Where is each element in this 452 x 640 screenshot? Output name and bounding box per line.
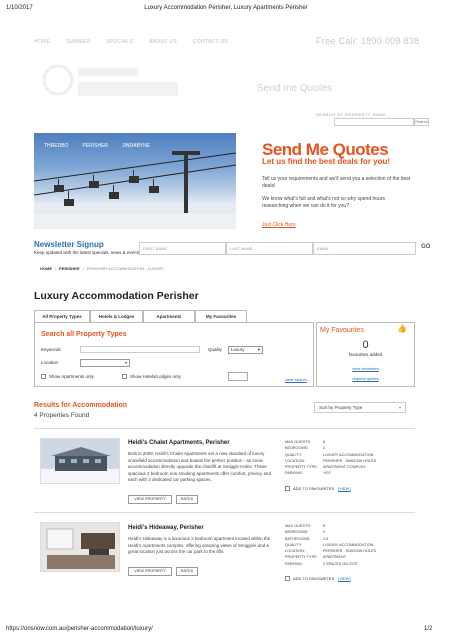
favourite-checkbox[interactable]: [285, 486, 290, 491]
breadcrumb-separator: /: [55, 266, 57, 271]
tab-all-property-types[interactable]: All Property Types: [34, 310, 90, 323]
favourites-added-label: favourites added: [348, 352, 383, 357]
spec-value: LUXURY ACCOMMODATION: [323, 452, 374, 457]
search-extra-field[interactable]: [228, 372, 248, 381]
breadcrumb-current: PERISHER ACCOMMODATION - LUXURY: [86, 266, 164, 271]
newsletter-last-name-field[interactable]: LAST NAME: [226, 242, 313, 255]
spec-value: LUXURY ACCOMMODATION: [323, 542, 374, 547]
favourites-count: 0: [362, 339, 369, 351]
nav-summer[interactable]: SUMMER: [66, 39, 91, 45]
apartments-only-option[interactable]: [41, 374, 94, 379]
spec-value: YES: [323, 471, 331, 476]
nav-home[interactable]: HOME: [34, 39, 51, 45]
add-to-favourites-label: ADD TO FAVOURITES: [293, 576, 335, 581]
apartments-only-checkbox[interactable]: [41, 374, 46, 379]
promo-click-link[interactable]: Just Click Here: [262, 222, 296, 228]
clear-search-link[interactable]: clear search: [285, 377, 307, 382]
add-to-favourites-label: ADD TO FAVOURITES: [293, 486, 335, 491]
spec-key: PROPERTY TYPE:: [285, 465, 318, 470]
spec-key: LOCATION:: [285, 458, 306, 463]
property-search-label: SEARCH BY PROPERTY NAME: [316, 112, 387, 117]
quality-select[interactable]: [228, 346, 263, 354]
location-label: Location: [41, 360, 59, 365]
spec-key: QUALITY:: [285, 542, 303, 547]
hotels-only-checkbox[interactable]: [122, 374, 127, 379]
spec-key: PARKING:: [285, 471, 303, 476]
print-title: Luxury Accommodation Perisher, Luxury Apartments Perisher: [144, 5, 308, 11]
spec-key: QUALITY:: [285, 452, 303, 457]
chevron-down-icon: ▾: [257, 347, 260, 352]
breadcrumb-home[interactable]: HOME: [40, 266, 52, 271]
top-nav: [34, 39, 228, 45]
print-page-number: 1/2: [424, 626, 433, 632]
rates-button[interactable]: RATES: [176, 495, 198, 504]
promo-text-2: We know what's full and what's not so why spend hours researching when we can do it for you?: [262, 196, 385, 209]
favourites-title: My Favourites: [320, 327, 364, 334]
keywords-input[interactable]: [80, 346, 200, 353]
spec-row: [285, 470, 376, 476]
location-select[interactable]: [80, 359, 130, 367]
view-property-button[interactable]: VIEW PROPERTY: [128, 495, 172, 504]
property-specs: [285, 439, 376, 477]
nav-contact[interactable]: CONTACT US: [192, 39, 229, 45]
spec-key: BATHROOMS:: [285, 536, 311, 541]
hotels-only-option[interactable]: [122, 374, 181, 379]
spec-key: MAX GUESTS:: [285, 524, 311, 528]
spec-value: 1.5: [323, 536, 329, 541]
nav-about[interactable]: ABOUT US: [149, 39, 177, 45]
breadcrumb-perisher[interactable]: PERISHER: [59, 266, 80, 271]
property-description: Built in 2009, Heidi's Chalet Apartments set a new standard of luxury snowfield accommodation and boasts the perfect position - as snow accommodation directly opposite the chairlift at Smiggin Holes. These spacious 2 bedroom non smoking apartments offer comfort, privacy and each with 2 dedicated car parking spaces.: [128, 451, 271, 482]
results-title: Results for Accommodation: [34, 402, 128, 409]
nav-specials[interactable]: SPECIALS: [106, 39, 134, 45]
property-name[interactable]: Heidi's Chalet Apartments, Perisher: [128, 440, 230, 446]
breadcrumb: [40, 266, 164, 271]
spec-value: 2: [323, 446, 326, 451]
property-photo[interactable]: [40, 522, 120, 572]
newsletter-subtitle: Keep updated with the latest specials, news & events: [34, 250, 141, 255]
print-url: https://onsnow.com.au/perisher-accommodation/luxury/: [6, 626, 153, 632]
apartments-only-label: Show Apartments only: [49, 374, 94, 379]
spec-value: 2 SPACES ON-SITE: [323, 561, 358, 566]
spec-row: [285, 561, 376, 567]
spec-value: PERISHER - SMIGGIN HOLES: [323, 549, 377, 554]
breadcrumb-separator: /: [82, 266, 84, 271]
rates-button[interactable]: RATES: [176, 567, 198, 576]
keywords-label: Keywords: [41, 347, 61, 352]
sort-select[interactable]: [314, 402, 406, 413]
property-photo[interactable]: [40, 438, 120, 484]
hero-nav-perisher[interactable]: PERISHER: [82, 143, 109, 149]
chevron-down-icon: ▾: [398, 405, 401, 410]
view-link[interactable]: [VIEW]: [338, 486, 351, 491]
newsletter-email-field[interactable]: EMAIL: [313, 242, 416, 255]
phone-number[interactable]: Free Call: 1800 008 838: [316, 36, 420, 46]
property-search-input[interactable]: [334, 118, 414, 126]
spec-key: PARKING:: [285, 561, 303, 566]
newsletter-first-name-field[interactable]: FIRST NAME: [139, 242, 226, 255]
promo-subtitle: Let us find the best deals for you!: [262, 157, 391, 166]
request-quotes-link[interactable]: request quotes: [352, 376, 379, 381]
spec-key: BEDROOMS:: [285, 446, 309, 451]
thumbs-up-icon: 👍: [397, 324, 407, 333]
chevron-down-icon: ▾: [124, 360, 127, 365]
property-description: Heidi's Hideaway is a luxurious 2 bedroom apartment located within the Heidi's Apartments complex, offering amazing views of Smiggins and a great location just across the car park to the lifts.: [128, 536, 271, 554]
hero-nav-thredbo[interactable]: THREDBO: [44, 143, 69, 149]
send-quotes-link[interactable]: Send me Quotes: [257, 83, 333, 94]
spec-key: PROPERTY TYPE:: [285, 555, 318, 560]
property-search-button[interactable]: Search: [415, 119, 428, 124]
spec-value: 6: [323, 524, 326, 528]
spec-value: APARTMENT COMPLEX: [323, 465, 366, 470]
favourite-checkbox[interactable]: [285, 576, 290, 581]
spec-key: MAX GUESTS:: [285, 440, 311, 444]
view-favourites-link[interactable]: view favourites: [352, 366, 379, 371]
promo-text-1: Tell us your requirements and we'll send you a selection of the best deals!: [262, 176, 411, 189]
property-name[interactable]: Heidi's Hideaway, Perisher: [128, 525, 204, 531]
promo-title: Send Me Quotes: [262, 140, 389, 159]
view-link[interactable]: [VIEW]: [338, 576, 351, 581]
print-date: 1/10/2017: [6, 5, 33, 11]
spec-key: LOCATION:: [285, 549, 306, 554]
tab-hotels-lodges[interactable]: Hotels & Lodges: [90, 310, 143, 323]
sort-value: Sort by Property Type: [319, 405, 363, 410]
spec-value: 6: [323, 440, 326, 444]
page-title: Luxury Accommodation Perisher: [34, 290, 199, 302]
property-specs: [285, 523, 376, 567]
tab-my-favourites[interactable]: My Favourites: [195, 310, 247, 323]
newsletter-go-button[interactable]: GO: [421, 244, 431, 250]
hotels-only-label: Show Hotels/Lodges only: [130, 374, 181, 379]
spec-value: PERISHER - SMIGGIN HOLES: [323, 458, 377, 463]
quality-label: Quality: [208, 347, 223, 352]
spec-key: BEDROOMS:: [285, 530, 309, 535]
search-title: Search all Property Types: [41, 331, 127, 338]
view-property-button[interactable]: VIEW PROPERTY: [128, 567, 172, 576]
results-count: 4 Properties Found: [34, 412, 90, 419]
divider: [34, 428, 415, 429]
hero-nav-jindabyne[interactable]: JINDABYNE: [122, 143, 151, 149]
spec-value: APARTMENT: [323, 555, 347, 560]
divider: [34, 512, 415, 513]
tab-apartments[interactable]: Apartments: [143, 310, 195, 323]
hero-nav: [44, 143, 150, 149]
spec-value: 2: [323, 530, 326, 535]
newsletter-title: Newsletter Signup: [34, 240, 104, 249]
add-to-favourites[interactable]: [285, 576, 351, 581]
add-to-favourites[interactable]: [285, 486, 351, 491]
quality-value: Luxury: [231, 347, 245, 352]
site-logo[interactable]: [40, 58, 190, 110]
